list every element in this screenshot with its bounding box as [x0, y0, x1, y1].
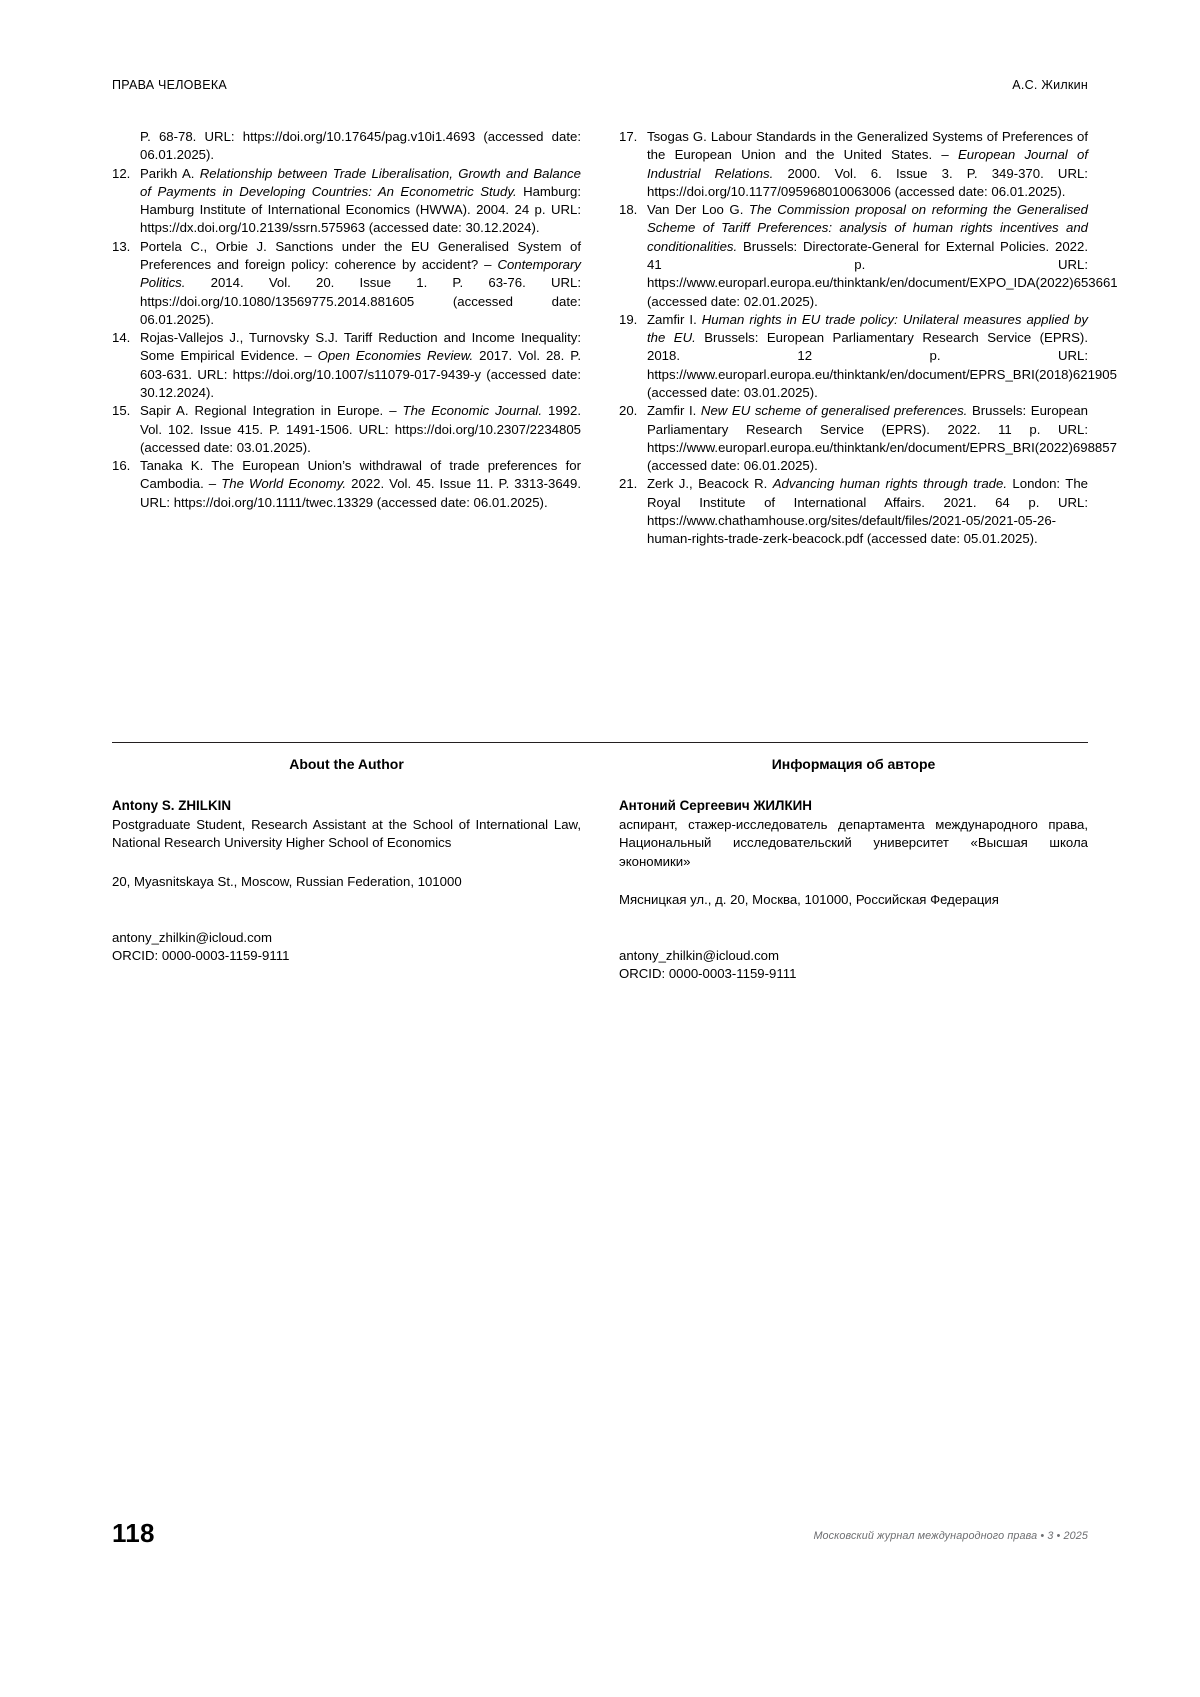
reference-text: Parikh A.	[140, 165, 200, 181]
spacer	[112, 911, 581, 929]
reference-title-italic: The Commission proposal on reforming the Generalised Scheme of Tariff Preferences: analysis of human rights incentives and conditionalities.	[647, 202, 1088, 254]
author-email-ru[interactable]: antony_zhilkin@icloud.com	[619, 948, 779, 964]
reference-item	[112, 329, 581, 402]
reference-text: 2000. Vol. 6. Issue 3. P. 349-370. URL: https://doi.org/10.1177/095968010063006 (accessed date: 06.01.2025).	[647, 165, 1088, 199]
author-name-en: Antony S. ZHILKIN	[112, 798, 232, 813]
reference-text: 2017. Vol. 28. P. 603-631. URL: https://doi.org/10.1007/s11079-017-9439-y (accessed date: 30.12.2024).	[140, 348, 581, 400]
reference-text: Portela C., Orbie J. Sanctions under the EU Generalised System of Preferences and foreign policy: coherence by accident? –	[140, 238, 581, 272]
reference-text: Sapir A. Regional Integration in Europe. –	[140, 403, 403, 419]
reference-item	[619, 475, 1088, 548]
reference-number: 21.	[619, 476, 638, 492]
reference-number: 19.	[619, 311, 638, 327]
author-info-english	[112, 756, 581, 984]
reference-item	[112, 165, 581, 238]
reference-item	[619, 311, 1117, 402]
reference-title-italic: Contemporary Politics.	[140, 256, 581, 291]
reference-item	[619, 201, 1118, 311]
reference-number: 17.	[619, 129, 638, 144]
reference-title-italic: Open Economies Review.	[317, 348, 474, 364]
reference-text: Zerk J., Beacock R.	[647, 476, 773, 492]
reference-text: Rojas-Vallejos J., Turnovsky S.J. Tariff Reduction and Income Inequality: Some Empirical Evidence. –	[140, 330, 581, 364]
page-number: 118	[112, 1518, 155, 1548]
author-email-en[interactable]: antony_zhilkin@icloud.com	[112, 929, 272, 945]
about-author-heading-ru: Информация об авторе	[771, 756, 936, 772]
reference-number: 13.	[112, 238, 131, 254]
reference-text: London: The Royal Institute of International Affairs. 2021. 64 p. URL: https://www.chathamhouse.org/sites/default/files/2021-05/2021-05-26-human-rights-trade-zerk-beacock.pdf (accessed date: 05.01.2025).	[647, 476, 1088, 547]
reference-title-italic: Relationship between Trade Liberalisation, Growth and Balance of Payments in Developing Countries: An Econometric Study.	[140, 165, 581, 199]
author-orcid-ru[interactable]: ORCID: 0000-0003-1159-9111	[619, 966, 797, 982]
reference-number: 15.	[112, 403, 131, 419]
reference-item	[112, 457, 581, 512]
reference-number: 16.	[112, 458, 131, 474]
reference-text: Zamfir I.	[647, 403, 701, 419]
reference-title-italic: The Economic Journal.	[402, 403, 543, 419]
reference-text: 2022. Vol. 45. Issue 11. P. 3313-3649. URL: https://doi.org/10.1111/twec.13329 (accessed date: 06.01.2025).	[140, 476, 582, 510]
reference-text: Van Der Loo G.	[647, 202, 749, 218]
references-column-left	[112, 128, 581, 548]
reference-item	[619, 128, 1088, 201]
running-head-author: А.С. Жилкин	[1012, 78, 1088, 92]
reference-number: 14.	[112, 330, 131, 346]
references-columns	[112, 128, 1118, 548]
reference-item	[112, 238, 581, 329]
reference-item	[112, 402, 581, 457]
reference-text: Brussels: European Parliamentary Research Service (EPRS). 2022. 11 p. URL: https://www.europarl.europa.eu/thinktank/en/document/EPRS_BRI(2022)698857 (accessed date: 06.01.2025).	[647, 403, 1117, 474]
reference-title-italic: Advancing human rights through trade.	[772, 476, 1007, 492]
reference-number: 18.	[619, 202, 638, 218]
running-head-section: ПРАВА ЧЕЛОВЕКА	[112, 78, 227, 92]
author-affiliation-ru: аспирант, стажер-исследователь департамента международного права, Национальный исследовательский университет «Высшая школа экономики»	[619, 817, 1088, 869]
reference-number: 12.	[112, 165, 131, 181]
author-orcid-en[interactable]: ORCID: 0000-0003-1159-9111	[112, 948, 290, 964]
about-author-heading-en: About the Author	[289, 756, 404, 772]
reference-title-italic: Human rights in EU trade policy: Unilateral measures applied by the EU.	[647, 311, 1088, 346]
reference-title-italic: The World Economy.	[221, 476, 347, 492]
spacer	[619, 929, 1088, 947]
reference-item	[619, 402, 1117, 475]
author-affiliation-en: Postgraduate Student, Research Assistant at the School of International Law, National Research University Higher School of Economics	[112, 817, 581, 851]
author-info-block	[112, 756, 1088, 984]
reference-text: Tanaka K. The European Union’s withdrawal of trade preferences for Cambodia. –	[140, 458, 581, 492]
reference-number: 20.	[619, 403, 638, 419]
reference-list-right	[619, 128, 1118, 548]
journal-footer: Московский журнал международного права • 3 • 2025	[813, 1530, 1088, 1542]
reference-title-italic: New EU scheme of generalised preferences.	[700, 403, 968, 419]
author-address-ru: Мясницкая ул., д. 20, Москва, 101000, Российская Федерация	[619, 891, 999, 907]
author-name-ru: Антоний Сергеевич ЖИЛКИН	[619, 798, 812, 813]
author-info-russian	[619, 756, 1088, 984]
reference-text: Zamfir I.	[647, 311, 702, 327]
reference-title-italic: European Journal of Industrial Relations.	[647, 147, 1088, 181]
section-divider	[112, 742, 1088, 743]
reference-text: Hamburg: Hamburg Institute of International Economics (HWWA). 2004. 24 p. URL: https://dx.doi.org/10.2139/ssrn.575963 (accessed date: 30.12.2024).	[140, 183, 581, 236]
reference-text: Brussels: European Parliamentary Research Service (EPRS). 2018. 12 p. URL: https://www.europarl.europa.eu/thinktank/en/document/EPRS_BRI(2018)621905 (accessed date: 03.01.2025).	[647, 330, 1117, 400]
reference-text: Tsogas G. Labour Standards in the Generalized Systems of Preferences of the European Union and the United States. –	[647, 129, 1088, 163]
author-address-en: 20, Myasnitskaya St., Moscow, Russian Federation, 101000	[112, 873, 462, 889]
reference-text: 2014. Vol. 20. Issue 1. P. 63-76. URL: https://doi.org/10.1080/13569775.2014.881605 (accessed date: 06.01.2025).	[140, 275, 581, 327]
references-column-right	[619, 128, 1118, 548]
reference-text: 1992. Vol. 102. Issue 415. P. 1491-1506. URL: https://doi.org/10.2307/2234805 (accessed date: 03.01.2025).	[140, 403, 581, 455]
reference-text: Brussels: Directorate-General for External Policies. 2022. 41 p. URL: https://www.europarl.europa.eu/thinktank/en/document/EXPO_IDA(2022)653661 (accessed date: 02.01.2025).	[647, 238, 1118, 309]
running-head	[112, 78, 1088, 92]
reference-list-left	[112, 165, 581, 512]
reference-continued: P. 68-78. URL: https://doi.org/10.17645/pag.v10i1.4693 (accessed date: 06.01.2025).	[140, 129, 581, 163]
